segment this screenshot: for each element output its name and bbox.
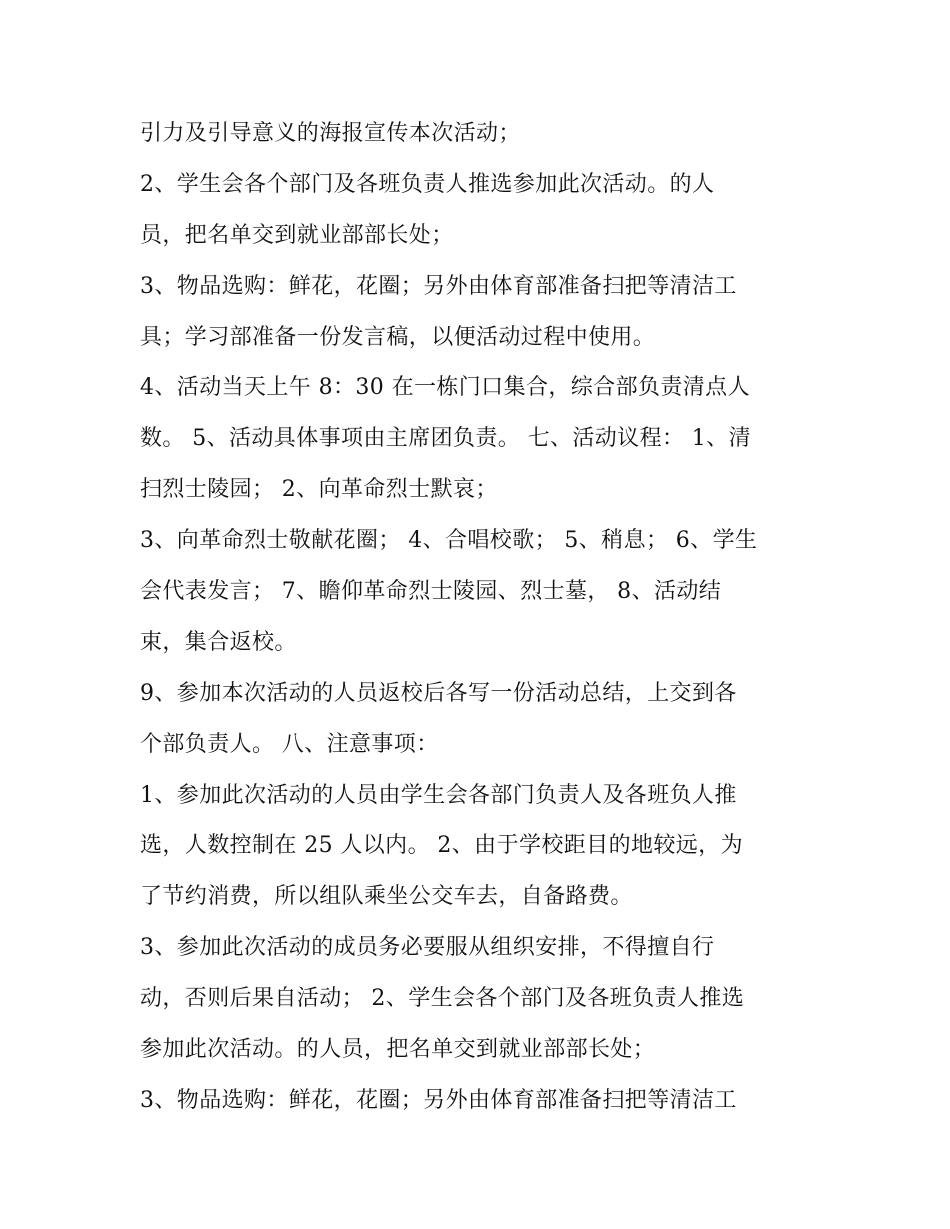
text-line: 员，把名单交到就业部部长处； (140, 222, 454, 248)
text-line: 3、向革命烈士敬献花圈； 4、合唱校歌； 5、稍息； 6、学生 (140, 528, 758, 554)
text-line: 扫烈士陵园； 2、向革命烈士默哀； (140, 477, 498, 503)
text-line: 1、参加此次活动的人员由学生会各部门负责人及各班负人推 (140, 782, 737, 808)
body-text (140, 109, 820, 1127)
text-line: 参加此次活动。的人员，把名单交到就业部部长处； (140, 1037, 656, 1063)
text-line: 引力及引导意义的海报宣传本次活动； (140, 121, 521, 146)
text-line: 具；学习部准备一份发言稿，以便活动过程中使用。 (140, 324, 656, 350)
text-line: 选，人数控制在 25 人以内。 2、由于学校距目的地较远，为 (140, 833, 743, 859)
text-line: 个部负责人。 八、注意事项： (140, 731, 439, 757)
text-line: 3、参加此次活动的成员务必要服从组织安排，不得擅自行 (140, 935, 715, 961)
text-line: 2、学生会各个部门及各班负责人推选参加此次活动。的人 (140, 171, 715, 197)
text-line: 束，集合返校。 (140, 629, 297, 655)
text-line: 动，否则后果自活动； 2、学生会各个部门及各班负责人推选 (140, 986, 745, 1012)
text-line: 了节约消费，所以组队乘坐公交车去，自备路费。 (140, 884, 633, 910)
text-line: 会代表发言； 7、瞻仰革命烈士陵园、烈士墓， 8、活动结 (140, 579, 722, 605)
text-line: 4、活动当天上午 8：30 在一栋门口集合，综合部负责清点人 (140, 375, 750, 401)
text-line: 数。 5、活动具体事项由主席团负责。 七、活动议程： 1、清 (140, 426, 751, 452)
text-line: 9、参加本次活动的人员返校后各写一份活动总结，上交到各 (140, 680, 737, 706)
text-line: 3、物品选购：鲜花，花圈；另外由体育部准备扫把等清洁工 (140, 273, 737, 299)
text-line: 3、物品选购：鲜花，花圈；另外由体育部准备扫把等清洁工 (140, 1087, 737, 1113)
